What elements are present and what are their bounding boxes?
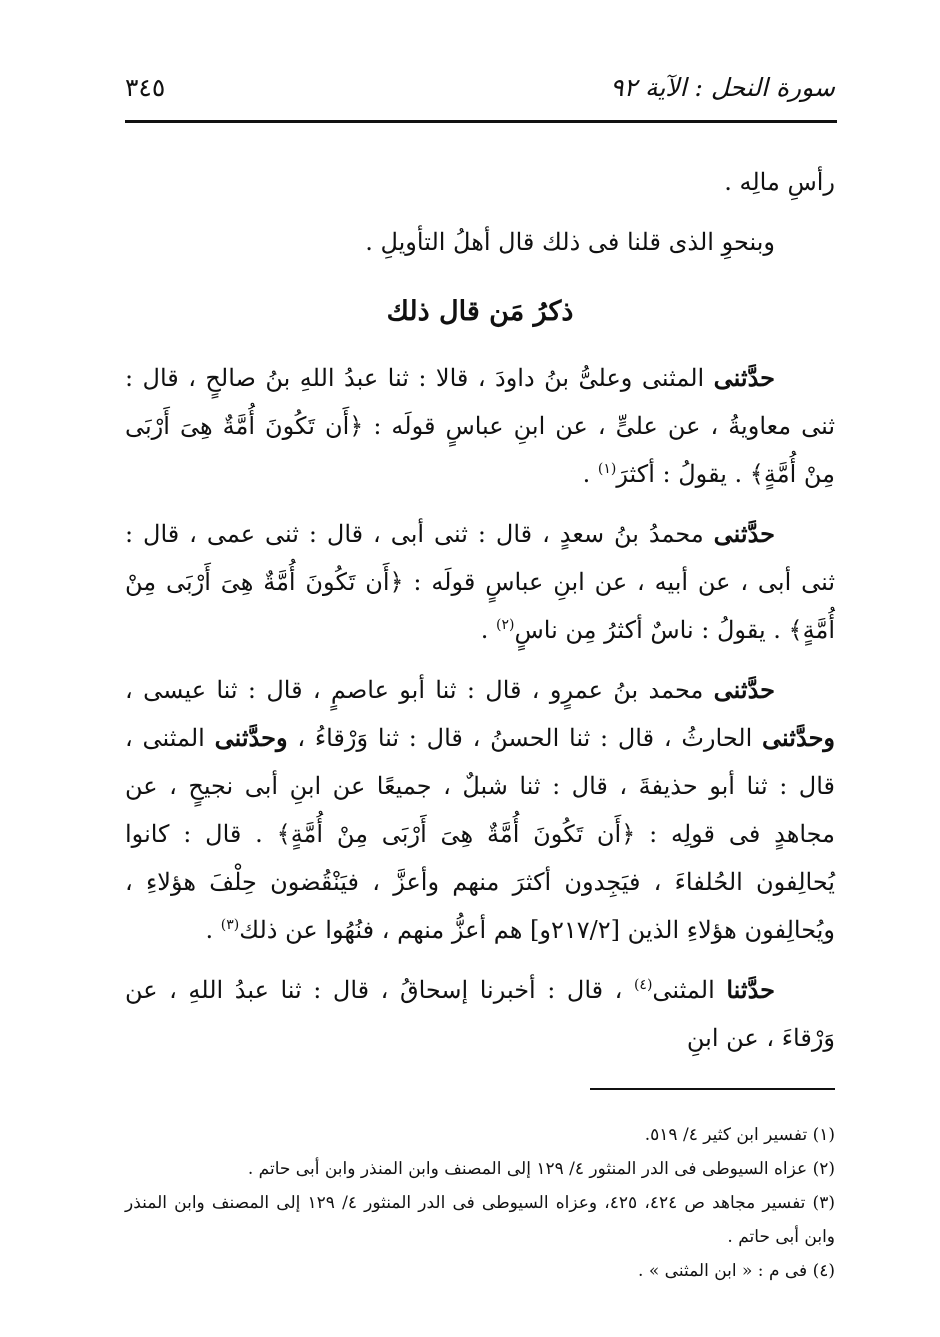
hadith-chain: ، قال : أخبرنا إسحاقُ ، قال : ثنا عبدُ اللهِ ، عن وَرْقاءَ ، عن ابنِ xyxy=(125,976,835,1052)
hadith-chain: المثنى xyxy=(652,976,727,1004)
hadith-lead: حدَّثنا xyxy=(726,975,775,1004)
hadith-chain: محمدُ بنُ سعدٍ ، قال : ثنى أبى ، قال : ثنى عمى ، قال : ثنى أبى ، عن أبيه ، عن ابنِ عباسٍ قولَه : xyxy=(125,520,836,596)
footnote-ref-4[interactable]: (٤) xyxy=(633,977,653,993)
quran-quote: ﴿أَن تَكُونَ أُمَّةٌ هِىَ أَرْبَى مِنْ أُمَّةٍ﴾ xyxy=(276,820,636,848)
footnotes xyxy=(125,1118,835,1288)
sentence-end: . xyxy=(582,460,598,488)
hadith-chain: محمد بنُ عمرٍو ، قال : ثنا أبو عاصمٍ ، قال : ثنا عيسى ، xyxy=(125,676,714,704)
hadith-text: . يقولُ : ناسٌ أكثرُ مِن ناسٍ xyxy=(514,616,789,644)
footnote-ref-1[interactable]: (١) xyxy=(597,461,617,477)
main-text xyxy=(125,158,835,1062)
paragraph-1: رأسِ مالِه . xyxy=(724,168,835,196)
hadith-lead: حدَّثنى xyxy=(713,363,775,392)
footnote-2: (٢) عزاه السيوطى فى الدر المنثور ٤/ ١٢٩ إلى المصنف وابن المنذر وابن أبى حاتم . xyxy=(247,1159,835,1179)
quran-quote: ﴿أَن تَكُونَ أُمَّةٌ هِىَ أَرْبَى مِنْ أُمَّةٍ﴾ xyxy=(125,412,835,488)
running-title: سورة النحل : الآية ٩٢ xyxy=(610,72,835,102)
page-header xyxy=(125,62,835,112)
hadith-lead: حدَّثنى xyxy=(713,519,775,548)
page-number: ٣٤٥ xyxy=(125,72,166,102)
hadith-chain: المثنى وعلىُّ بنُ داودَ ، قالا : ثنا عبدُ اللهِ بنُ صالحٍ ، قال : ثنى معاويةُ ، عن علىٍّ ، عن ابنِ عباسٍ قولَه : xyxy=(125,364,835,440)
header-rule xyxy=(125,120,837,123)
paragraph-5 xyxy=(125,666,835,954)
sentence-end: . xyxy=(480,616,497,644)
hadith-lead: حدَّثنى xyxy=(713,675,775,704)
hadith-chain: الحارثُ ، قال : ثنا الحسنُ ، قال : ثنا وَرْقاءُ ، xyxy=(287,724,763,752)
section-heading: ذكرُ مَن قال ذلك xyxy=(386,296,574,327)
footnote-3: (٣) تفسير مجاهد ص ٤٢٤، ٤٢٥، وعزاه السيوطى فى الدر المنثور ٤/ ١٢٩ إلى المصنف وابن المنذر وابن أبى حاتم . xyxy=(125,1193,835,1247)
footnote-rule xyxy=(590,1088,835,1090)
paragraph-4 xyxy=(125,510,835,654)
paragraph-3 xyxy=(125,354,835,498)
footnote-ref-2[interactable]: (٢) xyxy=(496,617,515,633)
footnote-4: (٤) فى م : « ابن المثنى » . xyxy=(638,1261,835,1281)
paragraph-6 xyxy=(125,966,835,1062)
quran-quote: ﴿أَن تَكُونَ أُمَّةٌ هِىَ أَرْبَى مِنْ أُمَّةٍ﴾ xyxy=(125,568,835,644)
footnote-ref-3[interactable]: (٣) xyxy=(220,917,240,933)
hadith-text: . قال : كانوا يُحالِفون الحُلفاءَ ، فيَجِدون أكثرَ منهم وأعزَّ ، فيَنْقُضون حِلْفَ هؤلاءِ ، ويُحالِفون هؤلاءِ الذين [٢١٧/٢و] هم أعزُّ منهم ، فنُهُوا عن ذلك xyxy=(125,820,835,944)
hadith-lead: وحدَّثنى xyxy=(214,723,288,752)
hadith-chain: المثنى ، قال : ثنا أبو حذيفةَ ، قال : ثنا شبلٌ ، جميعًا عن ابنِ أبى نجيحٍ ، عن مجاهدٍ فى قولِه : xyxy=(125,724,836,848)
sentence-end: . xyxy=(205,916,221,944)
hadith-lead: وحدَّثنى xyxy=(762,723,835,752)
paragraph-2: وبنحوِ الذى قلنا فى ذلك قال أهلُ التأويلِ . xyxy=(365,228,775,256)
footnote-1: (١) تفسير ابن كثير ٤/ ٥١٩. xyxy=(644,1125,835,1145)
hadith-text: . يقولُ : أكثرَ xyxy=(616,460,750,488)
